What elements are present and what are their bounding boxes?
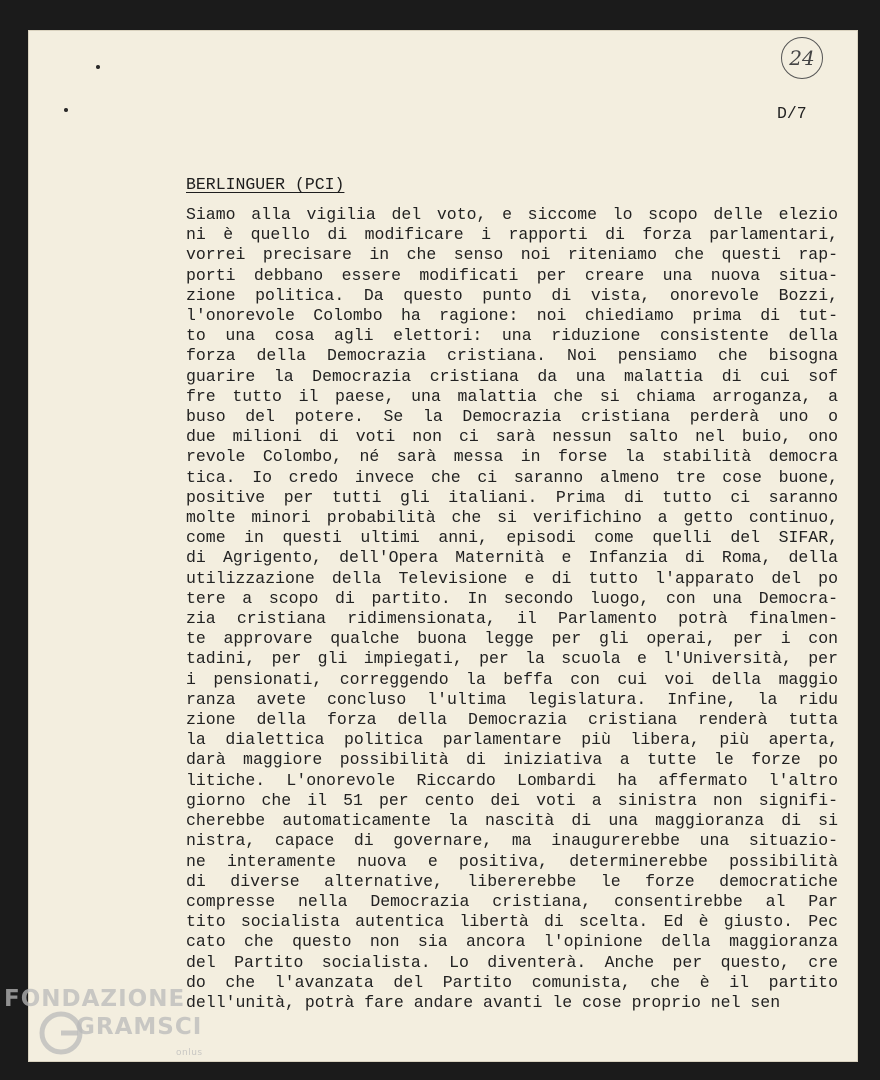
watermark-name-text: GRAMSCI [76, 1014, 203, 1040]
speech-line: dell'unità, potrà fare andare avanti le cose proprio nel sen [186, 992, 781, 1012]
speech-line: giorno che il 51 per cento dei voti a sinistra non signifi- [186, 790, 838, 810]
speaker-heading: BERLINGUER (PCI) [186, 175, 345, 194]
speech-line: di diverse alternative, libererebbe le forze democratiche [186, 871, 838, 891]
speech-line: darà maggiore possibilità di iniziativa a tutte le forze po [186, 750, 838, 770]
speech-line: tica. Io credo invece che ci saranno almeno tre cose buone, [186, 467, 838, 487]
speech-body [186, 205, 838, 1013]
speech-line: compresse nella Democrazia cristiana, consentirebbe al Par [186, 891, 838, 911]
watermark-foundation-text: FONDAZIONE [4, 986, 186, 1012]
speech-line: zione politica. Da questo punto di vista, onorevole Bozzi, [186, 285, 838, 305]
speech-line: fre tutto il paese, una malattia che si chiama arroganza, a [186, 386, 838, 406]
speech-line: la dialettica politica parlamentare più libera, più aperta, [186, 730, 838, 750]
punch-hole-mark [64, 108, 68, 112]
speech-line: porti debbano essere modificati per creare una nuova situa- [186, 265, 838, 285]
speech-line: tadini, per gli impiegati, per la scuola e l'Università, per [186, 649, 838, 669]
watermark-onlus-text: onlus [176, 1048, 203, 1058]
sheet-code: D/7 [777, 104, 807, 123]
speech-line: ranza avete concluso l'ultima legislatura. Infine, la ridu [186, 689, 838, 709]
speech-line: vorrei precisare in che senso noi riteniamo che questi rap- [186, 245, 838, 265]
speech-line: guarire la Democrazia cristiana da una malattia di cui sof [186, 366, 838, 386]
speech-line: buso del potere. Se la Democrazia cristiana perderà uno o [186, 407, 838, 427]
speech-line: positive per tutti gli italiani. Prima di tutto ci saranno [186, 487, 838, 507]
speech-line: molte minori probabilità che si verifichino a getto continuo, [186, 508, 838, 528]
speech-line: ni è quello di modificare i rapporti di forza parlamentari, [186, 225, 838, 245]
punch-hole-mark [96, 65, 100, 69]
speech-line: l'onorevole Colombo ha ragione: noi chiediamo prima di tut- [186, 306, 838, 326]
speech-line: do che l'avanzata del Partito comunista, che è il partito [186, 972, 838, 992]
paper-sheet [28, 30, 858, 1062]
speech-line: tere a scopo di partito. In secondo luogo, con una Democra- [186, 588, 838, 608]
speech-line: zione della forza della Democrazia cristiana renderà tutta [186, 710, 838, 730]
speech-line: to una cosa agli elettori: una riduzione consistente della [186, 326, 838, 346]
speech-line: di Agrigento, dell'Opera Maternità e Infanzia di Roma, della [186, 548, 838, 568]
speech-line: zia cristiana ridimensionata, il Parlamento potrà finalmen- [186, 609, 838, 629]
speech-line: del Partito socialista. Lo diventerà. Anche per questo, cre [186, 952, 838, 972]
speech-line: Siamo alla vigilia del voto, e siccome lo scopo delle elezio [186, 205, 838, 224]
speech-line: litiche. L'onorevole Riccardo Lombardi ha affermato l'altro [186, 770, 838, 790]
handwritten-page-number: 24 [781, 37, 823, 79]
speech-line: utilizzazione della Televisione e di tutto l'apparato del po [186, 568, 838, 588]
speech-line: due milioni di voti non ci sarà nessun salto nel buio, ono [186, 427, 838, 447]
speech-line: cherebbe automaticamente la nascità di una maggioranza di si [186, 811, 838, 831]
speech-line: tito socialista autentica libertà di scelta. Ed è giusto. Pec [186, 912, 838, 932]
speech-line: i pensionati, correggendo la beffa con cui voi della maggio [186, 669, 838, 689]
speech-line: come in questi ultimi anni, episodi come quelli del SIFAR, [186, 528, 838, 548]
speech-line: te approvare qualche buona legge per gli operai, per i con [186, 629, 838, 649]
speech-line: ne interamente nuova e positiva, determinerebbe possibilità [186, 851, 838, 871]
speech-line: forza della Democrazia cristiana. Noi pensiamo che bisogna [186, 346, 838, 366]
speech-line: nistra, capace di governare, ma inaugurerebbe una situazio- [186, 831, 838, 851]
speech-line: cato che questo non sia ancora l'opinione della maggioranza [186, 932, 838, 952]
speech-line: revole Colombo, né sarà messa in forse la stabilità democra [186, 447, 838, 467]
